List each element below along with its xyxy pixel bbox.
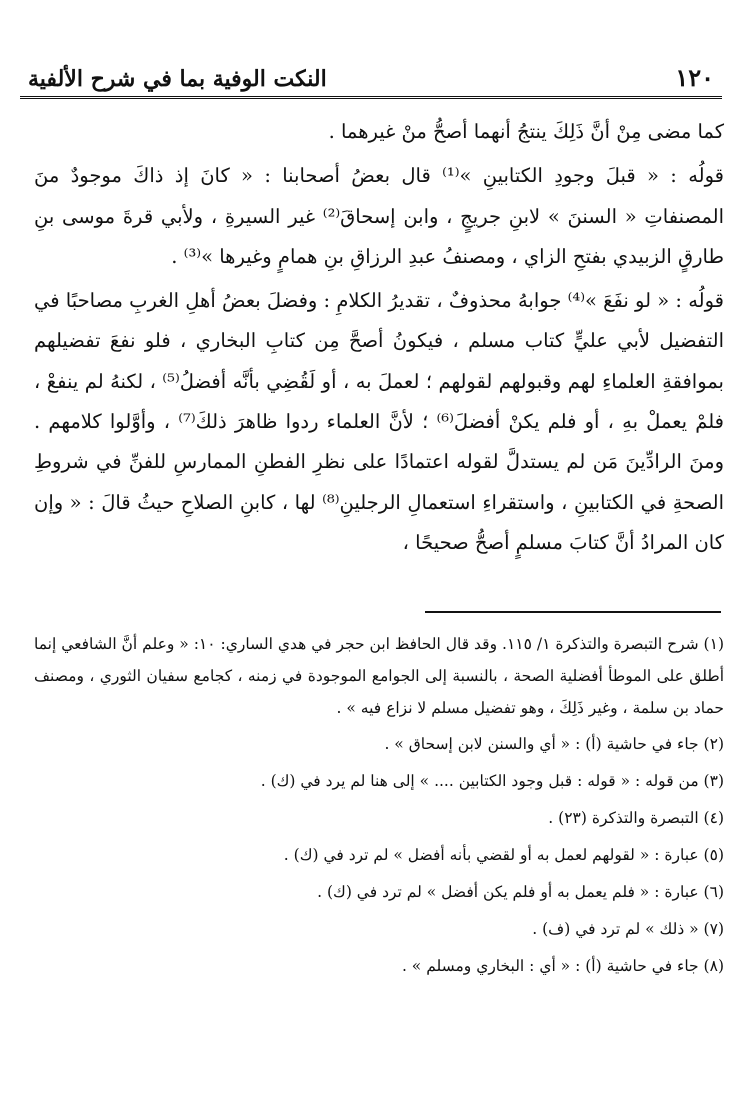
page-number: ١٢٠ bbox=[675, 63, 714, 92]
main-text bbox=[34, 112, 724, 563]
footnote: (٢) جاء في حاشية (أ) : « أي والسنن لابن إسحاق » . bbox=[384, 735, 724, 753]
footnote: (٥) عبارة : « لقولهم لعمل به أو لقضي بأنه أفضل » لم ترد في (ك) . bbox=[283, 846, 724, 864]
header-rule bbox=[20, 96, 722, 99]
footnote-separator bbox=[425, 611, 721, 613]
running-title: النكت الوفية بما في شرح الألفية bbox=[28, 66, 327, 92]
paragraph: كما مضى مِنْ أنَّ ذَلِكَ ينتجُ أنهما أصحُّ منْ غيرهما . bbox=[328, 120, 724, 143]
footnote: (٨) جاء في حاشية (أ) : « أي : البخاري ومسلم » . bbox=[401, 957, 724, 975]
footnote: (٤) التبصرة والتذكرة (٢٣) . bbox=[548, 809, 724, 827]
footnote: (٣) من قوله : « قوله : قبل وجود الكتابين .... » إلى هنا لم يرد في (ك) . bbox=[260, 772, 724, 790]
footnote: (٧) « ذلك » لم ترد في (ف) . bbox=[532, 920, 724, 938]
footnote: (١) شرح التبصرة والتذكرة ١/ ١١٥. وقد قال الحافظ ابن حجر في هدي الساري: ١٠: « وعلم أنَّ الشافعي إنما أطلق على الموطأ أفضلية الصحة ، بالنسبة إلى الجوامع الموجودة في زمنه ، كجامع سفيان الثوري ، ومصنف حماد بن سلمة ، وغير ذَلِكَ ، وهو تفضيل مسلم لا نزاع فيه » . bbox=[34, 635, 724, 717]
paragraph: قولُه : « لو نفَعَ »⁽⁴⁾ جوابهُ محذوفٌ ، تقديرُ الكلامِ : وفضلَ بعضُ أهلِ الغربِ مصاحبًا في التفضيل لأبي عليٍّ كتاب مسلم ، فيكونُ أصحَّ مِن كتابِ البخاري ، فلو نفعَ تفضيلهم بموافقةِ العلماءِ لهم وقبولهم لقولهم ؛ لعملَ به ، أو لَقُضِي بأنَّه أفضلُ⁽⁵⁾ ، لكنهُ لم ينفعْ ، فلمْ يعملْ بهِ ، أو فلم يكنْ أفضلَ⁽⁶⁾ ؛ لأنَّ العلماء ردوا ظاهرَ ذلكَ⁽⁷⁾ ، وأوَّلوا كلامهم . ومنَ الرادِّينَ مَن لم يستدلَّ لقوله اعتمادًا على نظرِ الفطنِ الممارسِ للفنِّ في شروطِ الصحةِ في الكتابينِ ، واستقراءِ استعمالِ الرجلينِ⁽⁸⁾ لها ، كابنِ الصلاحِ حيثُ قالَ : « وإن كان المرادُ أنَّ كتابَ مسلمٍ أصحُّ صحيحًا ، bbox=[34, 289, 725, 554]
page-header bbox=[20, 56, 722, 92]
footnotes bbox=[34, 628, 724, 983]
paragraph: قولُه : « قبلَ وجودِ الكتابينِ »⁽¹⁾ قال بعضُ أصحابنا : « كانَ إذ ذاكَ موجودٌ منَ المصنفاتِ « السننَ » لابنِ جريجٍ ، وابن إسحاقَ⁽²⁾ غير السيرةِ ، ولأبي قرةَ موسى بنِ طارقٍ الزبيدي بفتحِ الزاي ، ومصنفُ عبدِ الرزاقِ بنِ همامٍ وغيرها »⁽³⁾ . bbox=[34, 164, 724, 268]
footnote: (٦) عبارة : « فلم يعمل به أو فلم يكن أفضل » لم ترد في (ك) . bbox=[317, 883, 724, 901]
